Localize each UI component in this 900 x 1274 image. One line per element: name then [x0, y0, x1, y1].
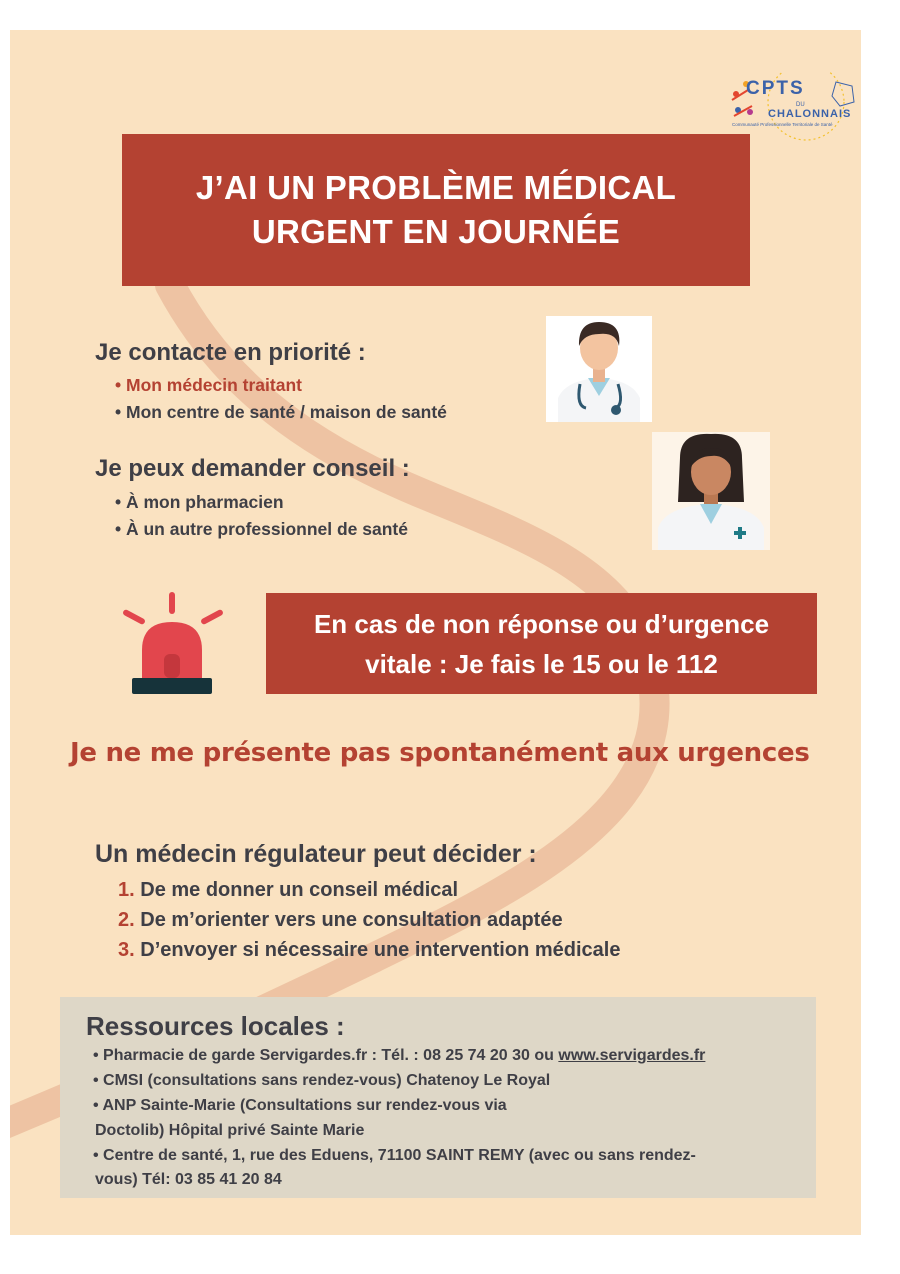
priority-heading: Je contacte en priorité :	[95, 339, 366, 366]
logo-du: DU	[796, 102, 805, 108]
regulator-num-2: 2.	[118, 909, 135, 931]
poster	[10, 30, 861, 1235]
resource-centre-2: vous) Tél: 03 85 41 20 84	[95, 1171, 282, 1188]
regulator-item-2	[118, 909, 563, 932]
advice-item-2: • À un autre professionnel de santé	[115, 519, 408, 539]
emergency-banner	[266, 593, 817, 694]
logo-subtitle: Communauté Professionnelle Territoriale de Santé	[732, 122, 833, 127]
emergency-line-2: vitale : Je fais le 15 ou le 112	[365, 648, 718, 679]
regulator-num-3: 3.	[118, 939, 135, 961]
logo-region: CHALONNAIS	[768, 108, 852, 120]
priority-item-2: • Mon centre de santé / maison de santé	[115, 402, 447, 422]
title-line-1: J’AI UN PROBLÈME MÉDICAL	[195, 169, 677, 206]
emergency-line-1: En cas de non réponse ou d’urgence	[313, 608, 770, 639]
advice-heading: Je peux demander conseil :	[95, 455, 410, 482]
resource-cmsi: • CMSI (consultations sans rendez-vous) Chatenoy Le Royal	[93, 1072, 551, 1089]
priority-item-1: • Mon médecin traitant	[115, 375, 302, 395]
regulator-item-1	[118, 879, 458, 902]
nurse-icon	[652, 432, 770, 550]
resource-pharmacy	[93, 1047, 705, 1065]
title-line-2: URGENT EN JOURNÉE	[251, 213, 621, 250]
title-banner	[122, 134, 750, 286]
servigardes-link[interactable]: www.servigardes.fr	[558, 1047, 706, 1064]
resources-title: Ressources locales :	[86, 1011, 345, 1041]
resource-centre-1: • Centre de santé, 1, rue des Eduens, 71100 SAINT REMY (avec ou sans rendez-	[93, 1147, 696, 1164]
siren-icon	[120, 592, 230, 700]
warning-text: Je ne me présente pas spontanément aux urgences	[70, 738, 810, 768]
regulator-text-3: D’envoyer si nécessaire une intervention médicale	[140, 939, 621, 961]
regulator-heading: Un médecin régulateur peut décider :	[95, 840, 537, 868]
regulator-num-1: 1.	[118, 879, 135, 901]
regulator-text-2: De m’orienter vers une consultation adaptée	[140, 909, 563, 931]
pharmacy-text: • Pharmacie de garde Servigardes.fr : Tél. : 08 25 74 20 30 ou	[93, 1047, 559, 1064]
resource-anp-1: • ANP Sainte-Marie (Consultations sur rendez-vous via	[93, 1097, 507, 1114]
regulator-text-1: De me donner un conseil médical	[140, 879, 459, 901]
advice-item-1: • À mon pharmacien	[115, 492, 284, 512]
resource-anp-2: Doctolib) Hôpital privé Sainte Marie	[95, 1122, 365, 1139]
regulator-item-3	[118, 939, 620, 962]
logo-cpts: CPTS	[746, 78, 805, 99]
resources-box	[60, 997, 816, 1198]
doctor-icon	[546, 316, 652, 422]
